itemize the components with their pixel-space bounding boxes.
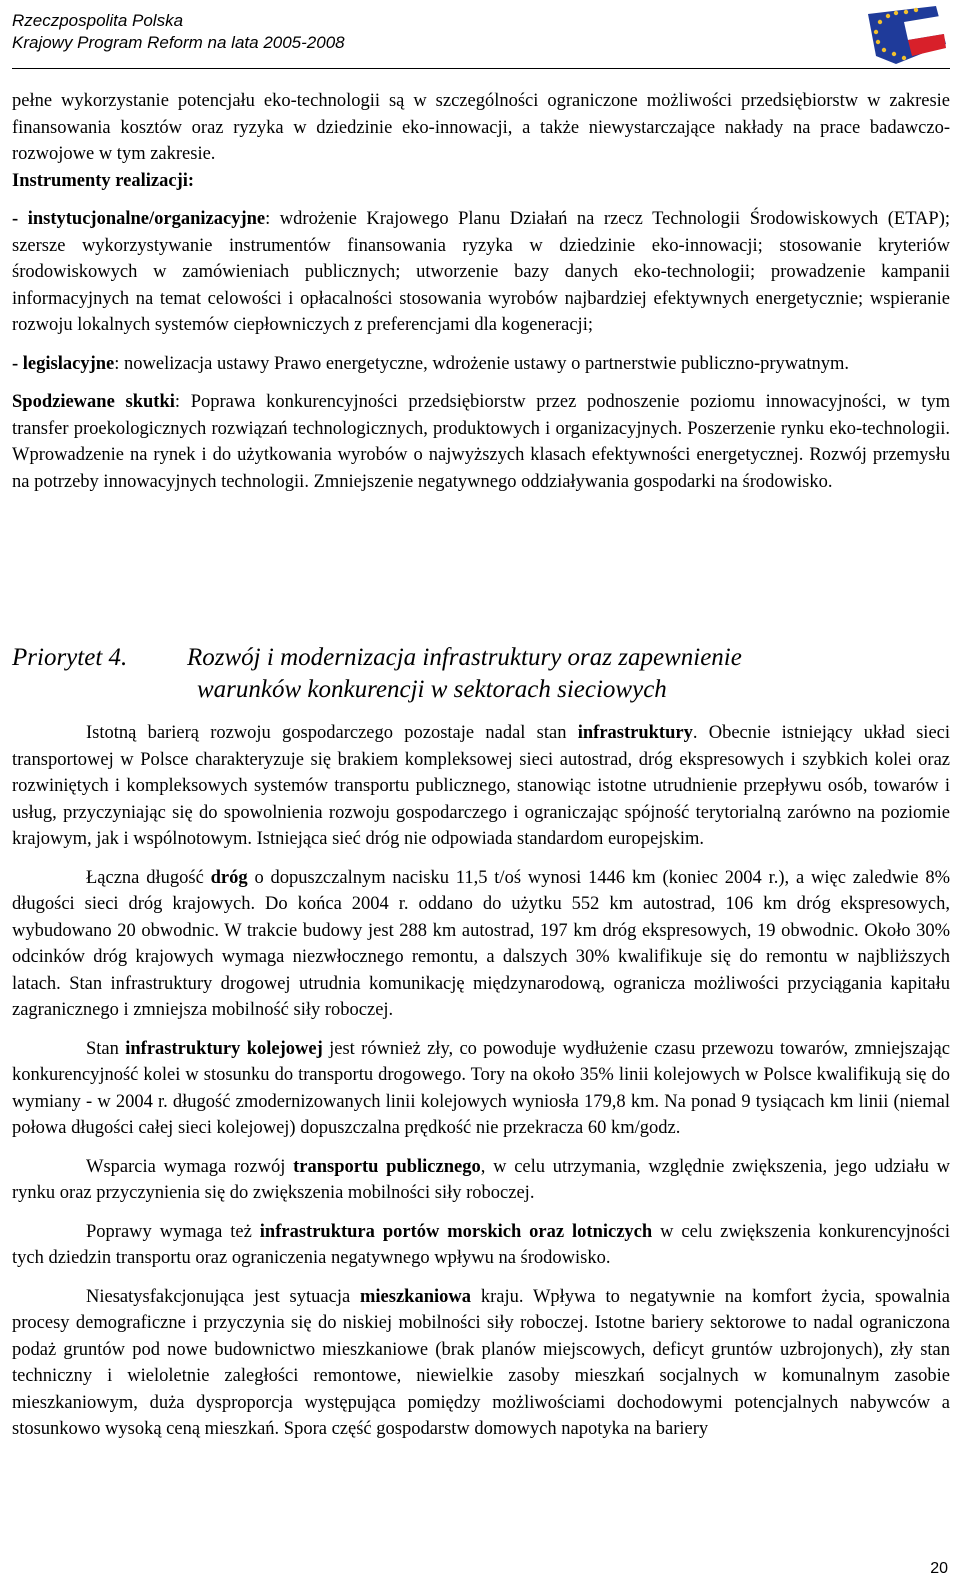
emphasis: infrastruktura portów morskich oraz lotniczych xyxy=(259,1221,653,1242)
text: Poprawy wymaga też xyxy=(86,1221,260,1242)
text: Istotną barierą rozwoju gospodarczego pozostaje nadal stan xyxy=(86,723,578,743)
header-divider xyxy=(12,68,950,69)
priority-body xyxy=(12,720,950,1443)
text: w celu zwiększenia konkurencyjności tych dziedzin transportu oraz ograniczenia negatywnego wpływu na środowisko. xyxy=(12,1221,950,1268)
priority-title xyxy=(187,642,947,706)
paragraph-railways xyxy=(12,1036,950,1142)
paragraph-housing xyxy=(12,1284,950,1443)
text: , w celu utrzymania, względnie zwiększenia, jego udziału w rynku oraz przyczynienia się do zwiększenia mobilności siły roboczej. xyxy=(12,1156,950,1203)
emphasis: infrastruktury xyxy=(577,723,693,743)
page-header xyxy=(12,10,950,72)
text: Niesatysfakcjonująca jest sytuacja xyxy=(86,1286,360,1307)
paragraph-public-transport xyxy=(12,1154,950,1207)
header-program-title: Krajowy Program Reform na lata 2005-2008 xyxy=(12,33,345,52)
text: o dopuszczalnym nacisku 11,5 t/oś wynosi 1446 km (koniec 2004 r.), a więc zaledwie 8% długości sieci dróg krajowych. Do końca 2004 r. oddano do użytku 552 km autostrad, 106 km dróg ekspresowych, wybudowano 20 obwodnic. W trakcie budowy jest 288 km autostrad, 197 km dróg ekspresowych, 19 obwodnic. Około 30% odcinków dróg krajowych wymaga niezwłocznego remontu, a dalszych 30% kwalifikuje się do remontu w najbliższych latach. Stan infrastruktury drogowej utrudnia komunikację międzynarodową, ogranicza możliwości przyciągania kapitału zagranicznego i zmniejsza mobilność siły roboczej. xyxy=(12,867,950,1020)
priority-title-line2: warunków konkurencji w sektorach sieciowych xyxy=(197,676,667,703)
emphasis: dróg xyxy=(210,867,248,888)
instruments-heading-text: Instrumenty realizacji: xyxy=(12,170,195,191)
legislative-label: - legislacyjne xyxy=(12,353,115,374)
institutional-text: : wdrożenie Krajowego Planu Działań na rzecz Technologii Środowiskowych (ETAP); szersze wykorzystywanie instrumentów finansowania ryzyka w dziedzinie eko-innowacji; stosowanie kryteriów środowiskowych w zamówieniach publicznych; utworzenie bazy danych eko-technologii; prowadzenie kampanii informacyjnych na temat celowości i opłacalności stosowania wyrobów najbardziej efektywnych energetycznie; wspieranie rozwoju lokalnych systemów ciepłowniczych z preferencjami dla kogeneracji; xyxy=(12,209,950,335)
paragraph-institutional xyxy=(12,206,950,339)
effects-label: Spodziewane skutki xyxy=(12,392,175,412)
paragraph-ports xyxy=(12,1219,950,1272)
intro-section xyxy=(12,88,950,495)
text: Łączna długość xyxy=(86,867,211,888)
paragraph-intro: pełne wykorzystanie potencjału eko-technologii są w szczególności ograniczone możliwości przedsiębiorstw w zakresie finansowania kosztów oraz ryzyka w dziedzinie eko-innowacji, a także niewystarczające nakłady na prace badawczo-rozwojowe w tym zakresie. xyxy=(12,91,950,164)
poland-eu-flag-logo-icon xyxy=(866,4,950,66)
emphasis: infrastruktury kolejowej xyxy=(125,1038,323,1059)
emphasis: mieszkaniowa xyxy=(360,1286,471,1307)
paragraph-roads xyxy=(12,865,950,1024)
priority-title-line1: Rozwój i modernizacja infrastruktury oraz zapewnienie xyxy=(187,644,742,671)
institutional-label: - instytucjonalne/organizacyjne xyxy=(12,209,266,229)
paragraph-expected-effects xyxy=(12,389,950,495)
priority-number: Priorytet 4. xyxy=(12,644,128,671)
emphasis: transportu publicznego xyxy=(293,1156,481,1177)
legislative-text: : nowelizacja ustawy Prawo energetyczne, wdrożenie ustawy o partnerstwie publiczno-prywatnym. xyxy=(114,353,850,374)
page-number: 20 xyxy=(930,1560,948,1577)
paragraph-legislative xyxy=(12,351,950,378)
header-country: Rzeczpospolita Polska xyxy=(12,11,184,30)
text: Stan xyxy=(86,1038,126,1059)
paragraph-infrastructure xyxy=(12,720,950,853)
instruments-heading xyxy=(12,168,950,195)
text: Wsparcia wymaga rozwój xyxy=(86,1156,294,1177)
effects-text: : Poprawa konkurencyjności przedsiębiorstw przez podnoszenie poziomu innowacyjności, w tym transfer proekologicznych rozwiązań technologicznych, produktowych i organizacyjnych. Poszerzenie rynku eko-technologii. Wprowadzenie na rynek i do użytkowania wyrobów o najwyższych klasach efektywności energetycznej. Rozwój przemysłu na potrzeby innowacyjnych technologii. Zmniejszenie negatywnego oddziaływania gospodarki na środowisko. xyxy=(12,392,950,492)
text: kraju. Wpływa to negatywnie na komfort życia, spowalnia procesy demograficzne i przyczynia się do niskiej mobilności siły roboczej. Istotne bariery sektorowe to nadal ograniczona podaż gruntów pod nowe budownictwo mieszkaniowe (brak planów miejscowych, deficyt gruntów uzbrojonych), zły stan techniczny i wieloletnie zaległości remontowe, niewielkie zasoby mieszkań socjalnych w komunalnym zasobie mieszkaniowym, duża dysproporcja występująca pomiędzy możliwościami dochodowymi potencjalnych nabywców a stosunkowo wysoką ceną mieszkań. Spora część gospodarstw domowych napotyka na bariery xyxy=(12,1286,950,1439)
text: jest również zły, co powoduje wydłużenie czasu przewozu towarów, zmniejszając konkurencyjność kolei w stosunku do transportu drogowego. Tory na około 35% linii kolejowych w Polsce kwalifikują się do wymiany - w 2004 r. długość zmodernizowanych linii kolejowych wyniosła 179,8 km. Na ponad 9 tysiącach km linii (niemal połowa długości całej sieci kolejowej) dopuszczalna prędkość nie przekracza 60 km/godz. xyxy=(12,1038,950,1138)
text: . Obecnie istniejący układ sieci transportowej w Polsce charakteryzuje się brakiem kompleksowej sieci autostrad, dróg ekspresowych i szybkich kolei oraz rozwiniętych i kompleksowych systemów transportu publicznego, stanowiąc istotne utrudnienie przepływu osób, towarów i usług, przyczyniając się do spowolnienia rozwoju gospodarczego i ograniczając spójność terytorialną zarówno na poziomie krajowym, jak i wspólnotowym. Istniejąca sieć dróg nie odpowiada standardom europejskim. xyxy=(12,723,951,849)
